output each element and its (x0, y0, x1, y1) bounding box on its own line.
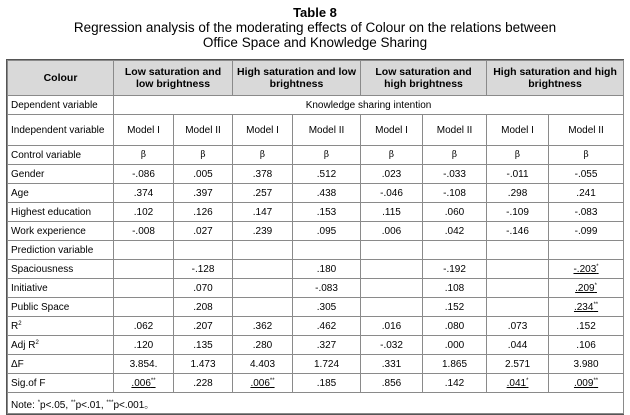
value-cell (174, 317, 233, 336)
value-cell (549, 355, 624, 374)
value-cell (293, 279, 361, 298)
row-label-text: ΔF (11, 358, 24, 370)
regression-table (7, 60, 624, 414)
group-header: High saturation and low brightness (233, 61, 361, 96)
group-header: High saturation and high brightness (487, 61, 624, 96)
row-label-text: Public Space (11, 301, 70, 313)
note-row (8, 393, 624, 414)
table-subtitle-line-2: Office Space and Knowledge Sharing (202, 35, 428, 50)
beta-symbol: β (361, 146, 423, 165)
cell-value: .207 (193, 320, 213, 332)
value-cell (233, 241, 293, 260)
significance-marker: * (526, 377, 529, 384)
row-label-text: Highest education (11, 206, 92, 218)
cell-value: .280 (252, 339, 273, 351)
table-row (8, 184, 624, 203)
value-cell (114, 279, 174, 298)
value-cell (293, 336, 361, 355)
value-cell (423, 203, 487, 222)
table-row (8, 203, 624, 222)
group-header: Low saturation and low brightness (114, 61, 233, 96)
value-cell (423, 298, 487, 317)
cell-value: .856 (381, 377, 402, 389)
cell-value: .241 (576, 187, 596, 199)
cell-value: -.083 (315, 282, 338, 294)
beta-symbol: β (174, 146, 233, 165)
cell-value: .027 (193, 225, 213, 237)
cell-value: -.099 (574, 225, 598, 237)
value-cell (114, 260, 174, 279)
value-cell (174, 241, 233, 260)
cell-value: .153 (316, 206, 337, 218)
cell-value: .120 (133, 339, 154, 351)
row-label-text: Adj R (11, 339, 36, 351)
value-cell (114, 222, 174, 241)
value-cell (423, 260, 487, 279)
cell-value: -.108 (443, 187, 466, 199)
value-cell (114, 184, 174, 203)
value-cell (549, 374, 624, 393)
value-cell (423, 317, 487, 336)
significant-value (574, 378, 598, 389)
row-label-text: Work experience (11, 225, 86, 237)
value-cell (233, 222, 293, 241)
model-header: Model II (549, 115, 624, 146)
cell-value: 3.854. (129, 358, 158, 370)
cell-value: .006 (381, 225, 402, 237)
cell-value: .005 (193, 168, 213, 180)
cell-value: -.033 (443, 168, 466, 180)
cell-value: .209 (575, 282, 595, 294)
row-label (8, 279, 114, 298)
value-cell (361, 336, 423, 355)
table-row (8, 317, 624, 336)
row-label-text: Sig.of F (11, 377, 46, 389)
value-cell (361, 222, 423, 241)
value-cell (233, 279, 293, 298)
value-cell (549, 279, 624, 298)
value-cell (233, 336, 293, 355)
cell-value: 4.403 (250, 358, 276, 370)
cell-value: 3.980 (573, 358, 599, 370)
table-row (8, 336, 624, 355)
row-label (8, 298, 114, 317)
value-cell (487, 317, 549, 336)
value-cell (487, 222, 549, 241)
row-label (8, 165, 114, 184)
value-cell (233, 165, 293, 184)
cell-value: .126 (193, 206, 213, 218)
table-frame (6, 59, 624, 415)
cell-value: -.128 (191, 263, 215, 275)
value-cell (423, 336, 487, 355)
value-cell (487, 298, 549, 317)
table-row (8, 260, 624, 279)
cell-value: .305 (316, 301, 337, 313)
cell-value: .234 (573, 301, 594, 313)
cell-value: .062 (133, 320, 154, 332)
value-cell (423, 222, 487, 241)
significance-marker: ** (269, 377, 275, 384)
value-cell (174, 203, 233, 222)
significant-value (573, 264, 598, 275)
value-cell (174, 184, 233, 203)
cell-value: -.203 (573, 263, 597, 275)
row-label-text: R (11, 320, 19, 332)
value-cell (423, 279, 487, 298)
row-label (8, 184, 114, 203)
row-label (8, 336, 114, 355)
cell-value: .180 (316, 263, 337, 275)
value-cell (361, 298, 423, 317)
value-cell (549, 336, 624, 355)
value-cell (423, 374, 487, 393)
significance-marker: ** (150, 377, 156, 384)
value-cell (114, 336, 174, 355)
cell-value: .108 (444, 282, 465, 294)
cell-value: 2.571 (505, 358, 531, 370)
value-cell (487, 203, 549, 222)
model-header: Model II (423, 115, 487, 146)
model-header: Model II (293, 115, 361, 146)
value-cell (423, 184, 487, 203)
value-cell (293, 260, 361, 279)
model-header: Model I (361, 115, 423, 146)
value-cell (233, 317, 293, 336)
model-header: Model II (174, 115, 233, 146)
cell-value: .152 (576, 320, 596, 332)
table-subtitle-line-1: Regression analysis of the moderating effects of Colour on the relations between (73, 20, 557, 35)
value-cell (361, 279, 423, 298)
cell-value: .016 (381, 320, 402, 332)
beta-symbol: β (293, 146, 361, 165)
note-sup: ** (70, 399, 76, 406)
cell-value: -.083 (574, 206, 598, 218)
cell-value: .362 (252, 320, 273, 332)
dependent-variable-label: Dependent variable (8, 96, 114, 115)
model-header: Model I (233, 115, 293, 146)
model-header: Model I (487, 115, 549, 146)
value-cell (549, 298, 624, 317)
value-cell (233, 184, 293, 203)
value-cell (549, 317, 624, 336)
row-label (8, 222, 114, 241)
cell-value: .135 (193, 339, 213, 351)
cell-value: .106 (576, 339, 596, 351)
row-label (8, 374, 114, 393)
table-row (8, 279, 624, 298)
row-label-text: Gender (11, 168, 45, 180)
value-cell (293, 298, 361, 317)
row-label (8, 317, 114, 336)
cell-value: .462 (316, 320, 337, 332)
value-cell (174, 355, 233, 374)
value-cell (423, 355, 487, 374)
row-label-text: Prediction variable (11, 244, 94, 256)
value-cell (361, 260, 423, 279)
cell-value: .095 (316, 225, 337, 237)
value-cell (487, 374, 549, 393)
header-row (8, 61, 624, 96)
cell-value: .438 (316, 187, 337, 199)
value-cell (361, 355, 423, 374)
value-cell (487, 241, 549, 260)
significant-value (250, 378, 274, 389)
cell-value: -.192 (443, 263, 466, 275)
colour-header: Colour (8, 61, 114, 96)
control-variable-row (8, 146, 624, 165)
cell-value: .044 (507, 339, 528, 351)
cell-value: .142 (444, 377, 465, 389)
cell-value: -.055 (574, 168, 598, 180)
cell-value: .041 (506, 377, 527, 389)
note-prefix: Note: (11, 399, 38, 411)
table-row (8, 374, 624, 393)
value-cell (361, 203, 423, 222)
cell-value: 1.724 (314, 358, 340, 370)
cell-value: -.086 (132, 168, 155, 180)
cell-value: -.046 (380, 187, 403, 199)
value-cell (114, 298, 174, 317)
cell-value: .185 (316, 377, 337, 389)
significant-value (575, 283, 597, 294)
value-cell (114, 355, 174, 374)
value-cell (174, 279, 233, 298)
table-title: Table 8 (293, 5, 337, 20)
beta-symbol: β (423, 146, 487, 165)
dependent-variable-row (8, 96, 624, 115)
value-cell (549, 184, 624, 203)
note-text: p<.001。 (113, 399, 155, 411)
beta-symbol: β (487, 146, 549, 165)
value-cell (293, 165, 361, 184)
value-cell (487, 336, 549, 355)
row-label (8, 203, 114, 222)
value-cell (549, 203, 624, 222)
value-cell (174, 165, 233, 184)
row-label-superscript: 2 (18, 320, 22, 327)
value-cell (233, 203, 293, 222)
note-sup: *** (106, 399, 114, 406)
significant-value (507, 378, 529, 389)
row-label-text: Initiative (11, 282, 48, 294)
table-note (8, 393, 624, 414)
value-cell (293, 355, 361, 374)
beta-symbol: β (233, 146, 293, 165)
value-cell (174, 260, 233, 279)
table-row (8, 298, 624, 317)
value-cell (487, 165, 549, 184)
value-cell (487, 260, 549, 279)
cell-value: .208 (193, 301, 213, 313)
value-cell (174, 374, 233, 393)
value-cell (293, 374, 361, 393)
value-cell (114, 165, 174, 184)
value-cell (423, 241, 487, 260)
independent-variable-row (8, 115, 624, 146)
cell-value: .102 (133, 206, 154, 218)
cell-value: .115 (382, 206, 401, 218)
table-row (8, 355, 624, 374)
cell-value: -.008 (132, 225, 155, 237)
cell-value: .397 (193, 187, 213, 199)
significance-marker: ** (593, 301, 599, 308)
cell-value: .006 (131, 377, 151, 389)
cell-value: 1.473 (190, 358, 216, 370)
cell-value: .327 (316, 339, 337, 351)
value-cell (233, 355, 293, 374)
value-cell (293, 222, 361, 241)
table-row (8, 222, 624, 241)
value-cell (293, 317, 361, 336)
row-label (8, 355, 114, 374)
dependent-variable-value: Knowledge sharing intention (114, 96, 624, 115)
model-header: Model I (114, 115, 174, 146)
note-text: p<.01, (75, 399, 107, 411)
value-cell (174, 336, 233, 355)
value-cell (293, 203, 361, 222)
value-cell (174, 298, 233, 317)
cell-value: .080 (444, 320, 465, 332)
significance-marker: * (596, 263, 599, 270)
table-caption (0, 0, 630, 50)
row-label-superscript: 2 (35, 339, 39, 346)
cell-value: .070 (193, 282, 213, 294)
independent-variable-label: Independent variable (8, 115, 114, 146)
row-label (8, 260, 114, 279)
significant-value (131, 378, 155, 389)
cell-value: -.146 (506, 225, 529, 237)
significance-marker: * (594, 282, 597, 289)
group-header: Low saturation and high brightness (361, 61, 487, 96)
cell-value: -.011 (506, 168, 529, 180)
value-cell (114, 203, 174, 222)
value-cell (549, 260, 624, 279)
value-cell (487, 184, 549, 203)
cell-value: .147 (252, 206, 273, 218)
value-cell (487, 279, 549, 298)
row-label-text: Spaciousness (11, 263, 74, 275)
table-row (8, 165, 624, 184)
control-variable-label: Control variable (8, 146, 114, 165)
note-sup: * (37, 399, 41, 406)
beta-symbol: β (114, 146, 174, 165)
cell-value: .060 (444, 206, 465, 218)
cell-value: .374 (133, 187, 154, 199)
value-cell (233, 374, 293, 393)
value-cell (174, 222, 233, 241)
cell-value: .228 (193, 377, 213, 389)
value-cell (549, 222, 624, 241)
cell-value: .378 (252, 168, 273, 180)
value-cell (487, 355, 549, 374)
significant-value (574, 302, 598, 313)
beta-symbol: β (549, 146, 624, 165)
value-cell (114, 317, 174, 336)
cell-value: .023 (381, 168, 402, 180)
value-cell (114, 241, 174, 260)
cell-value: -.032 (380, 339, 403, 351)
value-cell (423, 165, 487, 184)
value-cell (361, 374, 423, 393)
table-row (8, 241, 624, 260)
cell-value: .009 (573, 377, 594, 389)
value-cell (361, 165, 423, 184)
cell-value: 1.865 (442, 358, 468, 370)
row-label (8, 241, 114, 260)
cell-value: .000 (444, 339, 465, 351)
cell-value: .152 (444, 301, 465, 313)
value-cell (114, 374, 174, 393)
value-cell (233, 260, 293, 279)
value-cell (549, 165, 624, 184)
cell-value: .042 (444, 225, 465, 237)
value-cell (361, 241, 423, 260)
cell-value: .298 (507, 187, 528, 199)
value-cell (549, 241, 624, 260)
significance-marker: ** (593, 377, 599, 384)
cell-value: .073 (507, 320, 528, 332)
cell-value: .239 (252, 225, 273, 237)
cell-value: .006 (250, 377, 270, 389)
row-label-text: Age (11, 187, 29, 199)
cell-value: .512 (316, 168, 337, 180)
value-cell (233, 298, 293, 317)
cell-value: -.109 (506, 206, 529, 218)
cell-value: .331 (381, 358, 402, 370)
note-text: p<.05, (40, 399, 71, 411)
cell-value: .257 (252, 187, 273, 199)
value-cell (361, 317, 423, 336)
value-cell (293, 184, 361, 203)
value-cell (293, 241, 361, 260)
value-cell (361, 184, 423, 203)
